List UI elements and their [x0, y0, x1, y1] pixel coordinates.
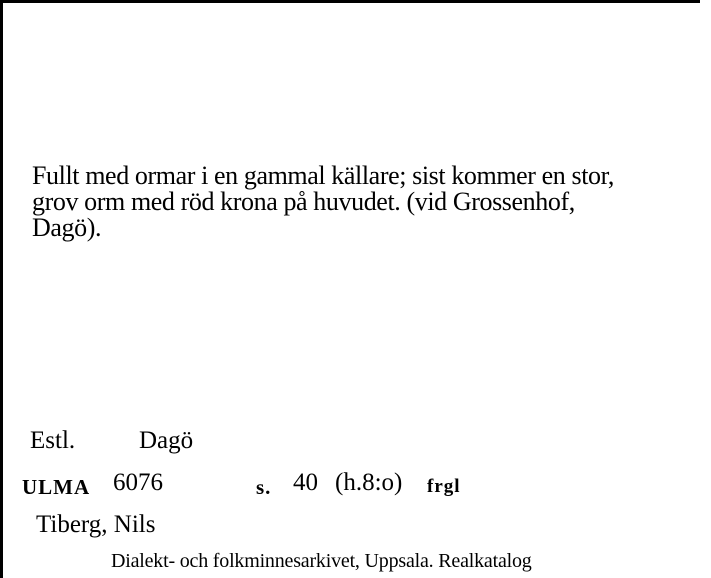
archive-footer: Dialekt- och folkminnesarkivet, Uppsala. Realkatalog: [111, 550, 532, 572]
record-text-line: Dagö).: [32, 213, 102, 242]
topic-code: frgl: [427, 476, 461, 497]
record-text-line: Fullt med ormar i en gammal källare; sist kommer en stor,: [32, 161, 614, 190]
record-text: [32, 163, 702, 241]
place-label: Dagö: [139, 427, 194, 454]
card-top-edge: [0, 0, 700, 3]
region-label: Estl.: [30, 427, 76, 454]
page-prefix: s.: [256, 475, 272, 499]
archive-number: 6076: [113, 469, 163, 496]
record-text-line: grov orm med röd krona på huvudet. (vid Grossenhof,: [32, 187, 575, 216]
page-number: 40: [293, 469, 318, 496]
archive-code: ULMA: [22, 475, 91, 499]
volume-label: (h.8:o): [335, 469, 403, 496]
card-left-edge: [0, 0, 3, 578]
collector-name: Tiberg, Nils: [36, 511, 156, 538]
